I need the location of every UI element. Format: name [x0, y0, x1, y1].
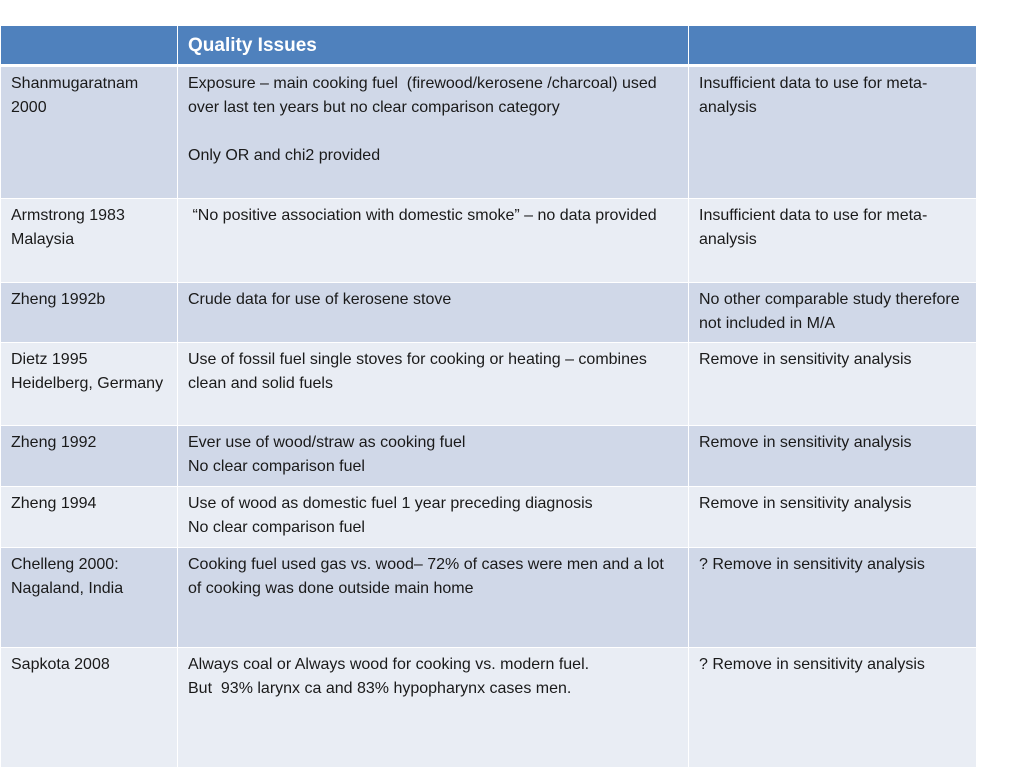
study-cell: Chelleng 2000: Nagaland, India — [1, 548, 178, 648]
issue-cell: Cooking fuel used gas vs. wood– 72% of cases were men and a lot of cooking was done outside main home — [178, 548, 689, 648]
header-quality-issues: Quality Issues — [178, 26, 689, 66]
table-row — [1, 487, 977, 548]
table-row — [1, 66, 977, 199]
table-row — [1, 199, 977, 283]
issue-cell: Use of fossil fuel single stoves for cooking or heating – combines clean and solid fuels — [178, 343, 689, 426]
header-row — [1, 26, 977, 66]
decision-cell: ? Remove in sensitivity analysis — [689, 648, 977, 768]
decision-cell: No other comparable study therefore not included in M/A — [689, 283, 977, 343]
header-decision — [689, 26, 977, 66]
table-row — [1, 648, 977, 768]
header-study — [1, 26, 178, 66]
decision-cell: Remove in sensitivity analysis — [689, 487, 977, 548]
table-row — [1, 426, 977, 487]
decision-cell: ? Remove in sensitivity analysis — [689, 548, 977, 648]
table-row — [1, 283, 977, 343]
issue-cell: “No positive association with domestic smoke” – no data provided — [178, 199, 689, 283]
study-cell: Dietz 1995 Heidelberg, Germany — [1, 343, 178, 426]
decision-cell: Remove in sensitivity analysis — [689, 343, 977, 426]
issue-cell: Ever use of wood/straw as cooking fuel No clear comparison fuel — [178, 426, 689, 487]
issue-cell: Exposure – main cooking fuel (firewood/kerosene /charcoal) used over last ten years but no clear comparison category Only OR and chi2 provided — [178, 66, 689, 199]
issue-cell: Always coal or Always wood for cooking vs. modern fuel. But 93% larynx ca and 83% hypopharynx cases men. — [178, 648, 689, 768]
table-row — [1, 343, 977, 426]
decision-cell: Insufficient data to use for meta-analysis — [689, 199, 977, 283]
table-row — [1, 548, 977, 648]
study-cell: Sapkota 2008 — [1, 648, 178, 768]
issue-cell: Crude data for use of kerosene stove — [178, 283, 689, 343]
decision-cell: Remove in sensitivity analysis — [689, 426, 977, 487]
study-cell: Shanmugaratnam 2000 — [1, 66, 178, 199]
decision-cell: Insufficient data to use for meta-analysis — [689, 66, 977, 199]
issue-cell: Use of wood as domestic fuel 1 year preceding diagnosis No clear comparison fuel — [178, 487, 689, 548]
quality-issues-table — [0, 25, 977, 768]
study-cell: Zheng 1992 — [1, 426, 178, 487]
study-cell: Zheng 1992b — [1, 283, 178, 343]
study-cell: Zheng 1994 — [1, 487, 178, 548]
study-cell: Armstrong 1983 Malaysia — [1, 199, 178, 283]
